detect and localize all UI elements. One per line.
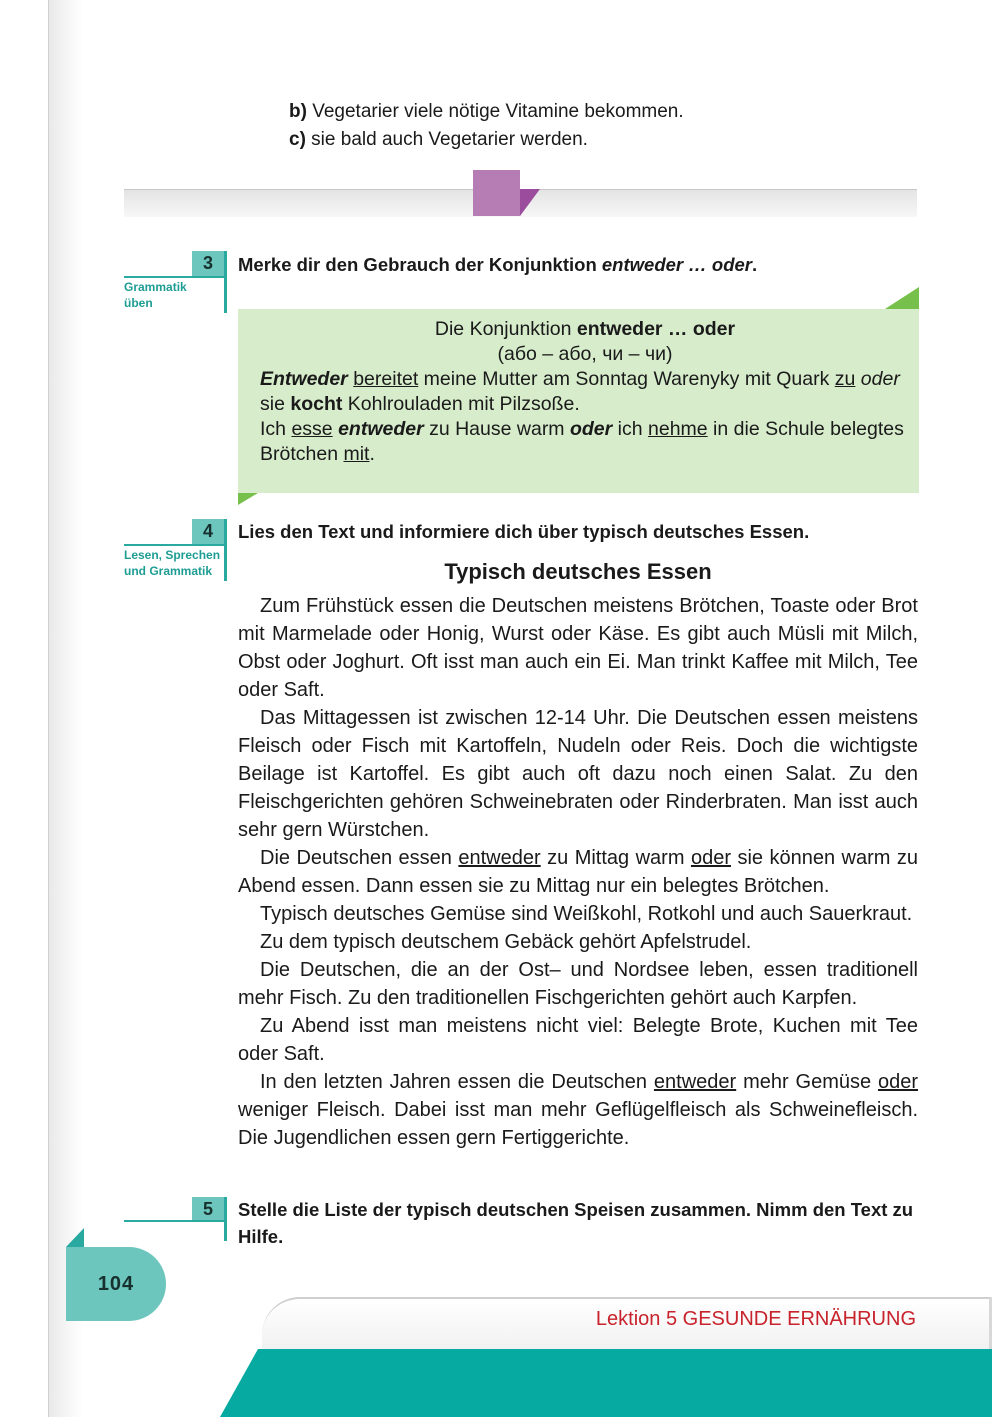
task-5-instruction: Stelle die Liste der typisch deutschen Speisen zusammen. Nimm den Text zu Hilfe. (238, 1199, 914, 1247)
ex2-text-4: ich (612, 418, 649, 440)
option-c-letter: c) (289, 129, 306, 150)
grammar-translation: (або – або, чи – чи) (497, 343, 673, 365)
task-3-skill-label-line-2: üben (124, 296, 153, 310)
footer-teal-band (220, 1349, 992, 1417)
task-3-side-bar (224, 251, 227, 313)
p3-text-1: Die Deutschen essen (260, 847, 459, 869)
task-5-side-line (124, 1220, 224, 1222)
task-4-instruction: Lies den Text und informiere dich über typisch deutsches Essen. (238, 521, 810, 542)
grammar-box-content (260, 317, 910, 467)
paragraph-4: Typisch deutsches Gemüse sind Weißkohl, Rotkohl und auch Sauerkraut. (260, 903, 913, 925)
ex2-text-5: in die Schule belegtes Brötchen (260, 418, 904, 465)
grammar-box-corner-bottom (238, 493, 258, 505)
task-3-skill-label-line-1: Grammatik (124, 280, 187, 294)
task-4-side-bar (224, 519, 227, 581)
task-4-skill-label-line-2: und Grammatik (124, 564, 213, 578)
reading-text-body (238, 592, 918, 1152)
grammar-heading (260, 317, 910, 342)
ex1-prefix-zu: zu (834, 368, 856, 390)
ex1-text-4: sie (260, 393, 291, 415)
p3-text-3: sie können warm zu Abend essen. Dann essen sie zu Mittag nur ein belegtes Brötchen. (238, 847, 918, 897)
grammar-example-2 (260, 417, 910, 467)
grammar-box-corner-top (885, 287, 919, 309)
option-c (289, 126, 588, 154)
ex1-text-2: meine Mutter am Sonntag Warenyky mit Quark (418, 368, 835, 390)
task-3-instruction-emphasis: entweder … oder (601, 254, 752, 275)
task-3-side-line (124, 276, 224, 278)
ex2-verb-nehme: nehme (648, 418, 708, 440)
paragraph-1: Zum Frühstück essen die Deutschen meistens Brötchen, Toaste oder Brot mit Marmelade oder Honig, Wurst oder Käse. Es gibt auch Müsli mit Milch, Obst oder Joghurt. Oft isst man auch ein Ei. Man trinkt Kaffee mit Milch, Tee oder Saft. (238, 595, 918, 701)
task-3-instruction (238, 251, 920, 278)
p3-text-2: zu Mittag warm (540, 847, 691, 869)
ex1-verb-bereitet: bereitet (353, 368, 419, 390)
p8-oder: oder (877, 1071, 919, 1093)
option-b-letter: b) (289, 101, 307, 122)
ex2-text-6: . (369, 443, 375, 465)
divider-tab-corner (520, 189, 540, 216)
task-3-instruction-end: . (751, 254, 758, 275)
grammar-example-1 (260, 367, 910, 417)
ex1-oder: oder (860, 368, 900, 390)
task-3-number: 3 (192, 251, 224, 276)
ex2-text-3: zu Hause warm (423, 418, 570, 440)
page-number: 104 (66, 1247, 166, 1321)
paragraph-5: Zu dem typisch deutschem Gebäck gehört Apfelstrudel. (260, 931, 752, 953)
paragraph-3 (238, 844, 918, 900)
task-4-skill-label-line-1: Lesen, Sprechen (124, 548, 221, 562)
p8-entweder: entweder (653, 1071, 737, 1093)
ex2-entweder: entweder (338, 418, 424, 440)
paragraph-8 (238, 1068, 918, 1152)
paragraph-6: Die Deutschen, die an der Ost– und Nordsee leben, essen traditionell mehr Fisch. Zu den traditionellen Fischgerichten gehört auch Karpfen. (238, 959, 918, 1009)
lesson-title: Lektion 5 GESUNDE ERNÄHRUNG (595, 1308, 916, 1330)
task-4-side-line (124, 544, 224, 546)
p8-text-3: weniger Fleisch. Dabei isst man mehr Geflügelfleisch als Schweinefleisch. Die Jugendlichen essen gern Fertiggerichte. (238, 1099, 918, 1149)
ex2-oder: oder (569, 418, 613, 440)
paragraph-2: Das Mittagessen ist zwischen 12-14 Uhr. Die Deutschen essen meistens Fleisch oder Fisch mit Kartoffeln, Nudeln oder Reis. Doch die wichtigste Beilage ist Kartoffel. Es gibt auch oft dazu noch einen Salat. Zu den Fleischgerichten gehören Schweinebraten oder Rinderbraten. Man isst auch sehr gern Würstchen. (238, 707, 918, 841)
task-5-side-bar (224, 1197, 227, 1241)
page-number-badge-corner (66, 1228, 84, 1247)
grammar-heading-bold: entweder … oder (576, 318, 736, 340)
paragraph-7: Zu Abend isst man meistens nicht viel: Belegte Brote, Kuchen mit Tee oder Saft. (238, 1015, 918, 1065)
option-b (289, 98, 684, 126)
p3-entweder: entweder (458, 847, 541, 869)
ex1-text-5: Kohlrouladen mit Pilzsoße. (342, 393, 580, 415)
book-spine-shadow (48, 0, 83, 1417)
task-5-number: 5 (192, 1197, 224, 1222)
divider-tab-marker (473, 170, 520, 216)
p8-text-1: In den letzten Jahren essen die Deutschen (260, 1071, 654, 1093)
reading-text-title: Typisch deutsches Essen (444, 559, 712, 584)
option-b-text: Vegetarier viele nötige Vitamine bekommen. (306, 101, 684, 122)
p8-text-2: mehr Gemüse (736, 1071, 878, 1093)
ex1-entweder: Entweder (260, 368, 348, 390)
option-c-text: sie bald auch Vegetarier werden. (305, 129, 588, 150)
ex2-text-1: Ich (260, 418, 292, 440)
task-4-number: 4 (192, 519, 224, 544)
task-3-instruction-text: Merke dir den Gebrauch der Konjunktion (238, 254, 602, 275)
task-4-skill-label (124, 547, 220, 579)
p3-oder: oder (690, 847, 731, 869)
ex1-verb-kocht: kocht (290, 393, 343, 415)
ex2-prefix-mit: mit (343, 443, 370, 465)
task-3-skill-label (124, 279, 187, 311)
grammar-heading-text: Die Konjunktion (434, 318, 577, 340)
ex2-verb-esse: esse (291, 418, 333, 440)
